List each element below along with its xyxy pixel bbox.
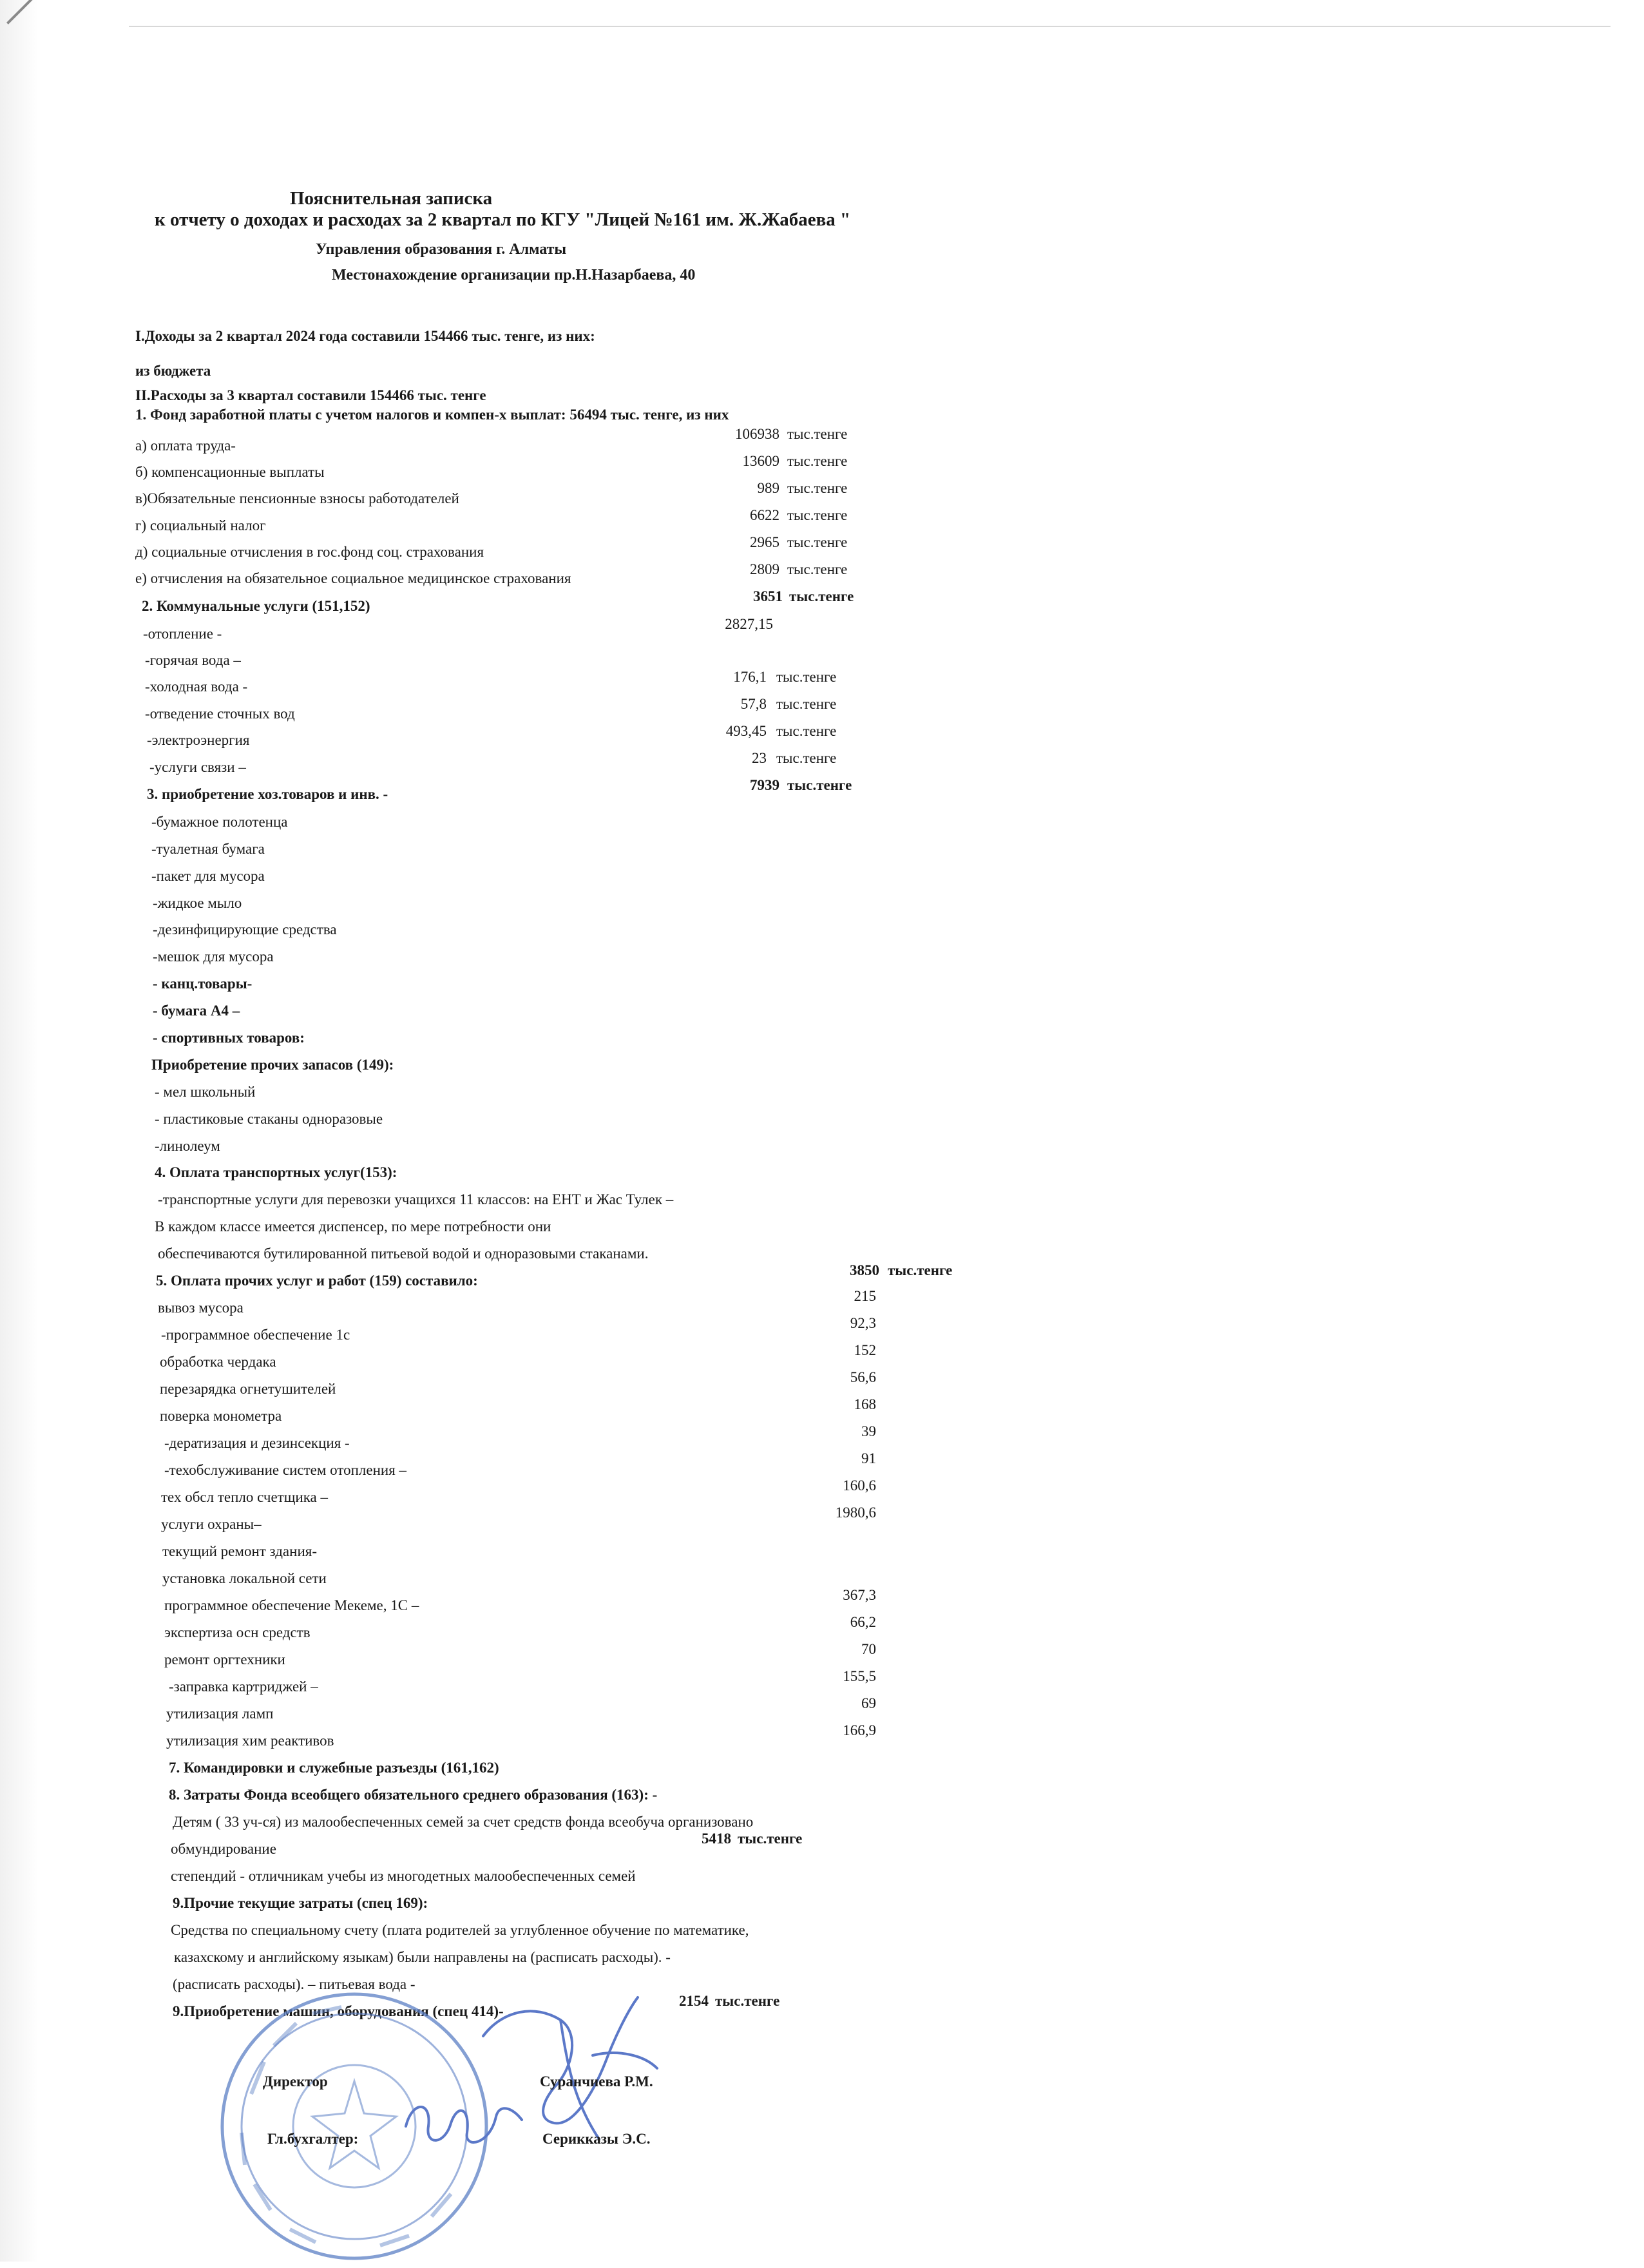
s8-unit: тыс.тенге xyxy=(738,1831,803,1847)
s149-item: -линолеум xyxy=(155,1138,220,1154)
s1-item-unit: тыс.тенге xyxy=(787,534,848,550)
s2-item-value: 2827,15 xyxy=(725,616,773,632)
s2-title: 2. Коммунальные услуги (151,152) xyxy=(142,598,370,614)
s3-total: 7939 xyxy=(750,777,779,793)
doc-org: Управления образования г. Алматы xyxy=(316,241,567,258)
s1-item-unit: тыс.тенге xyxy=(787,561,848,577)
s9-title: 9.Прочие текущие затраты (спец 169): xyxy=(173,1895,428,1911)
s1-item-label: г) социальный налог xyxy=(135,517,266,533)
s149-title: Приобретение прочих запасов (149): xyxy=(151,1057,394,1073)
s9-line: казахскому и английскому языкам) были направлены на (расписать расходы). - xyxy=(174,1949,671,1965)
s2-item-value: 493,45 xyxy=(725,723,767,739)
s5-item-label: ремонт оргтехники xyxy=(164,1651,285,1667)
s1-item-label: д) социальные отчисления в гос.фонд соц. страхования xyxy=(135,544,484,560)
s149-item: - пластиковые стаканы одноразовые xyxy=(155,1111,383,1127)
s8-title: 8. Затраты Фонда всеобщего обязательного среднего образования (163): - xyxy=(169,1787,658,1803)
s5-item-value: 152 xyxy=(854,1342,876,1358)
s1-item-unit: тыс.тенге xyxy=(787,453,848,469)
director-name: Суранчиева Р.М. xyxy=(540,2073,653,2090)
s1-item-label: е) отчисления на обязательное социальное медицинское страхования xyxy=(135,570,571,586)
s9b-value: 2154 xyxy=(679,1993,709,2009)
s149-item: - мел школьный xyxy=(155,1084,256,1100)
s3-total-unit: тыс.тенге xyxy=(787,777,852,793)
s5-item-label: программное обеспечение Мекеме, 1С – xyxy=(164,1597,419,1613)
s5-item-value: 70 xyxy=(861,1641,876,1657)
s1-item-label: а) оплата труда- xyxy=(135,437,236,454)
s8-line: Детям ( 33 уч-ся) из малообеспеченных семей за счет средств фонда всеобуча организовано xyxy=(173,1814,754,1830)
s5-item-value: 166,9 xyxy=(843,1722,876,1738)
s5-item-label: установка локальной сети xyxy=(162,1570,327,1586)
accountant-signature-icon xyxy=(399,2088,528,2158)
s5-total-unit: тыс.тенге xyxy=(888,1262,953,1278)
s1-title: 1. Фонд заработной платы с учетом налогов и компен-х выплат: 56494 тыс. тенге, из них xyxy=(135,407,729,423)
s1-item-unit: тыс.тенге xyxy=(787,426,848,442)
s5-item-label: -программное обеспечение 1с xyxy=(161,1327,350,1343)
s2-item-label: -холодная вода - xyxy=(145,678,248,695)
s9b-unit: тыс.тенге xyxy=(715,1993,780,2009)
s4-line: -транспортные услуги для перевозки учащихся 11 классов: на ЕНТ и Жас Тулек – xyxy=(158,1191,674,1207)
s5-item-value: 168 xyxy=(854,1396,876,1412)
s5-item-value: 56,6 xyxy=(850,1369,876,1385)
s2-item-value: 176,1 xyxy=(733,669,767,685)
director-label: Директор xyxy=(263,2073,328,2090)
s2-item-unit: тыс.тенге xyxy=(776,723,837,739)
s5-item-label: -техобслуживание систем отопления – xyxy=(164,1462,407,1478)
s5-item-label: экспертиза осн средств xyxy=(164,1624,311,1640)
s3-item: -дезинфицирующие средства xyxy=(153,921,337,937)
s5-item-value: 66,2 xyxy=(850,1614,876,1630)
s1-item-value: 989 xyxy=(757,480,779,496)
doc-address: Местонахождение организации пр.Н.Назарбаева, 40 xyxy=(332,267,696,284)
s2-item-unit: тыс.тенге xyxy=(776,669,837,685)
s5-item-value: 155,5 xyxy=(843,1668,876,1684)
s3-item: -жидкое мыло xyxy=(153,895,242,911)
s5-item-label: -дератизация и дезинсекция - xyxy=(164,1435,350,1451)
budget-line: из бюджета xyxy=(135,363,211,379)
s5-item-label: тех обсл тепло счетщика – xyxy=(161,1489,329,1505)
doc-subtitle: к отчету о доходах и расходах за 2 квартал по КГУ "Лицей №161 им. Ж.Жабаева " xyxy=(155,209,851,230)
s3-item: -пакет для мусора xyxy=(151,868,265,884)
s1-item-value: 2809 xyxy=(750,561,779,577)
s9b-title: 9.Приобретение машин, оборудования (спец 414)- xyxy=(173,2003,504,2019)
s2-item-label: -горячая вода – xyxy=(145,652,241,668)
s1-item-label: в)Обязательные пенсионные взносы работодателей xyxy=(135,490,459,506)
s4-title: 4. Оплата транспортных услуг(153): xyxy=(155,1164,397,1180)
expenses-line: II.Расходы за 3 квартал составили 154466 тыс. тенге xyxy=(135,387,486,403)
s3-item: - спортивных товаров: xyxy=(153,1030,305,1046)
s5-item-label: утилизация хим реактивов xyxy=(166,1733,334,1749)
income-line: I.Доходы за 2 квартал 2024 года составили 154466 тыс. тенге, из них: xyxy=(135,328,595,344)
s5-item-label: поверка монометра xyxy=(160,1408,282,1424)
s3-title: 3. приобретение хоз.товаров и инв. - xyxy=(147,786,388,802)
s3-item: - бумага А4 – xyxy=(153,1003,240,1019)
s5-item-label: обработка чердака xyxy=(160,1354,276,1370)
scan-edge-shadow xyxy=(0,0,39,2262)
s5-item-value: 367,3 xyxy=(843,1587,876,1603)
s2-item-label: -электроэнергия xyxy=(147,732,250,748)
s5-item-label: утилизация ламп xyxy=(166,1706,274,1722)
accountant-name: Серикказы Э.С. xyxy=(542,2131,651,2147)
s1-item-value: 6622 xyxy=(750,507,779,523)
s5-item-label: перезарядка огнетушителей xyxy=(160,1381,336,1397)
s9-line: Средства по специальному счету (плата родителей за углубленное обучение по математике, xyxy=(171,1922,749,1938)
s2-item-label: -отведение сточных вод xyxy=(145,706,295,722)
s1-item-value: 13609 xyxy=(742,453,779,469)
s5-item-value: 91 xyxy=(861,1450,876,1466)
s2-item-value: 23 xyxy=(752,750,767,766)
s1-item-unit: тыс.тенге xyxy=(787,480,848,496)
s2-total: 3651 xyxy=(753,588,783,604)
s5-item-value: 160,6 xyxy=(843,1477,876,1494)
s2-item-label: -отопление - xyxy=(143,626,222,642)
s2-item-unit: тыс.тенге xyxy=(776,750,837,766)
s5-item-label: услуги охраны– xyxy=(161,1516,262,1532)
s2-total-unit: тыс.тенге xyxy=(789,588,854,604)
s5-item-label: текущий ремонт здания- xyxy=(162,1543,317,1559)
s1-item-value: 106938 xyxy=(735,426,779,442)
s2-item-unit: тыс.тенге xyxy=(776,696,837,712)
s1-item-label: б) компенсационные выплаты xyxy=(135,464,325,480)
s5-item-value: 39 xyxy=(861,1423,876,1439)
s5-item-value: 215 xyxy=(854,1288,876,1304)
s8-line: степендий - отличникам учебы из многодетных малообеспеченных семей xyxy=(171,1868,636,1884)
s7-title: 7. Командировки и служебные разъезды (161,162) xyxy=(169,1760,499,1776)
s5-item-label: вывоз мусора xyxy=(158,1300,244,1316)
s5-item-value: 1980,6 xyxy=(835,1504,876,1521)
scan-top-edge xyxy=(129,26,1611,27)
s8-line: обмундирование xyxy=(171,1841,276,1857)
s2-item-label: -услуги связи – xyxy=(149,759,246,775)
s4-line: В каждом классе имеется диспенсер, по мере потребности они xyxy=(155,1218,551,1235)
s3-item: - канц.товары- xyxy=(153,975,253,992)
s1-item-value: 2965 xyxy=(750,534,779,550)
s8-value: 5418 xyxy=(702,1831,731,1847)
s2-item-value: 57,8 xyxy=(740,696,767,712)
s5-item-label: -заправка картриджей – xyxy=(169,1678,318,1695)
doc-title: Пояснительная записка xyxy=(290,188,493,209)
s3-item: -мешок для мусора xyxy=(153,948,274,965)
s5-item-value: 69 xyxy=(861,1695,876,1711)
s3-item: -туалетная бумага xyxy=(151,841,265,857)
s5-title: 5. Оплата прочих услуг и работ (159) составило: xyxy=(156,1273,478,1289)
s5-total: 3850 xyxy=(850,1262,879,1278)
s1-item-unit: тыс.тенге xyxy=(787,507,848,523)
s5-item-value: 92,3 xyxy=(850,1315,876,1331)
s3-item: -бумажное полотенца xyxy=(151,814,288,830)
s9-line: (расписать расходы). – питьевая вода - xyxy=(173,1976,416,1992)
accountant-label: Гл.бухгалтер: xyxy=(267,2131,359,2147)
s4-line: обеспечиваются бутилированной питьевой водой и одноразовыми стаканами. xyxy=(158,1245,649,1262)
